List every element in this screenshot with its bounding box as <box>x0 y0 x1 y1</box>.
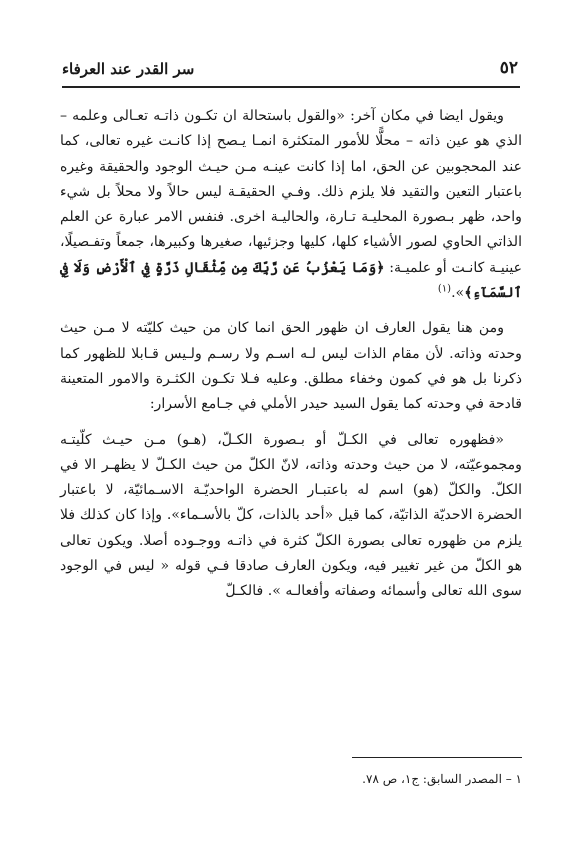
paragraph-2: ومن هنا يقول العارف ان ظهور الحق انما كان من حيث كليّته لا مـن حيث وحدته وذاته. لأن مقام الذات ليس لـه اسـم ولا رسـم ولـيس قـابلا للظهور كما ذكرنا بل هو في كمون وخفاء مطلق. وعليه فـلا تكـون الكثـرة والامور المتعينة قادحة في وحدته كما يقول السيد حيدر الأملي في جـامع الأسرار: <box>60 320 522 413</box>
footnote-marker[interactable]: (١) <box>437 283 452 295</box>
quran-verse: ﴿وَمَا يَعْزُبُ عَن رَّبِّكَ مِن مِّثْقَالِ ذَرَّةٍ فِي ٱلْأَرْضِ وَلَا فِي ٱلسَّمَآءِ﴾ <box>60 259 522 302</box>
footnote-divider <box>352 757 522 758</box>
footnote: ١ – المصدر السابق: ج١، ص ٧٨. <box>362 772 522 786</box>
paragraph-1-text: ويقول ايضا في مكان آخر: «والقول باستحالة ان تكـون ذاتـه تعـالى وعلمه – الذي هو عين ذاته – محلًّا للأمور المتكثرة انمـا يـصح إذا كانـت غيره تعالى، كما عند المحجوبين عن الحق، اما إذا كانت عينـه مـن حيـث الوجود والحقيقة وغيره باعتبار التعين والتقيد فلا يلزم ذلك. وفـي الحقيقـة ليس حالاً ولا محلاً بل شيء واحد، ظهر بـصورة المحليـة تـارة، والحاليـة اخرى. فنفس الامر عبارة عن العلم الذاتي الحاوي لصور الأشياء كلها، كليها وجزئيها، صغيرها وكبيرها، جمعاً وتفـصيلًا، عينيـة كانـت أو علميـة: <box>60 108 522 276</box>
paragraph-1 <box>60 104 522 306</box>
running-title: سر القدر عند العرفاء <box>62 60 195 78</box>
page-header <box>62 56 520 88</box>
quote-close: ». <box>451 285 465 302</box>
page-number: ٥٢ <box>499 58 518 78</box>
paragraph-3: «فظهوره تعالى في الكـلّ أو بـصورة الكـلّ، (هـو) مـن حيـث كلّيتـه ومجموعيّته، لا من حيث وحدته وذاته، لانّ الكلّ من حيث الكـلّ لا يظهـر الا في الكلّ. والكلّ (هو) اسم له باعتبـار الحضرة الواحديّـة الاسـمائيّة، لا باعتبار الحضرة الاحديّة الذاتيّة، كما قيل «أحد بالذات، كلّ بالأسـماء». وإذا كان كذلك فلا يلزم من ظهوره تعالى بصورة الكلّ كثرة في ذاتـه ووجـوده أصلا. ويكون تعالى هو الكلّ من غير تغيير فيه، ويكون العارف صادقا فـي قوله « ليس في الوجود سوى الله تعالى وأسمائه وصفاته وأفعالـه ». فالكـلّ <box>60 431 522 600</box>
page-body <box>60 104 522 615</box>
